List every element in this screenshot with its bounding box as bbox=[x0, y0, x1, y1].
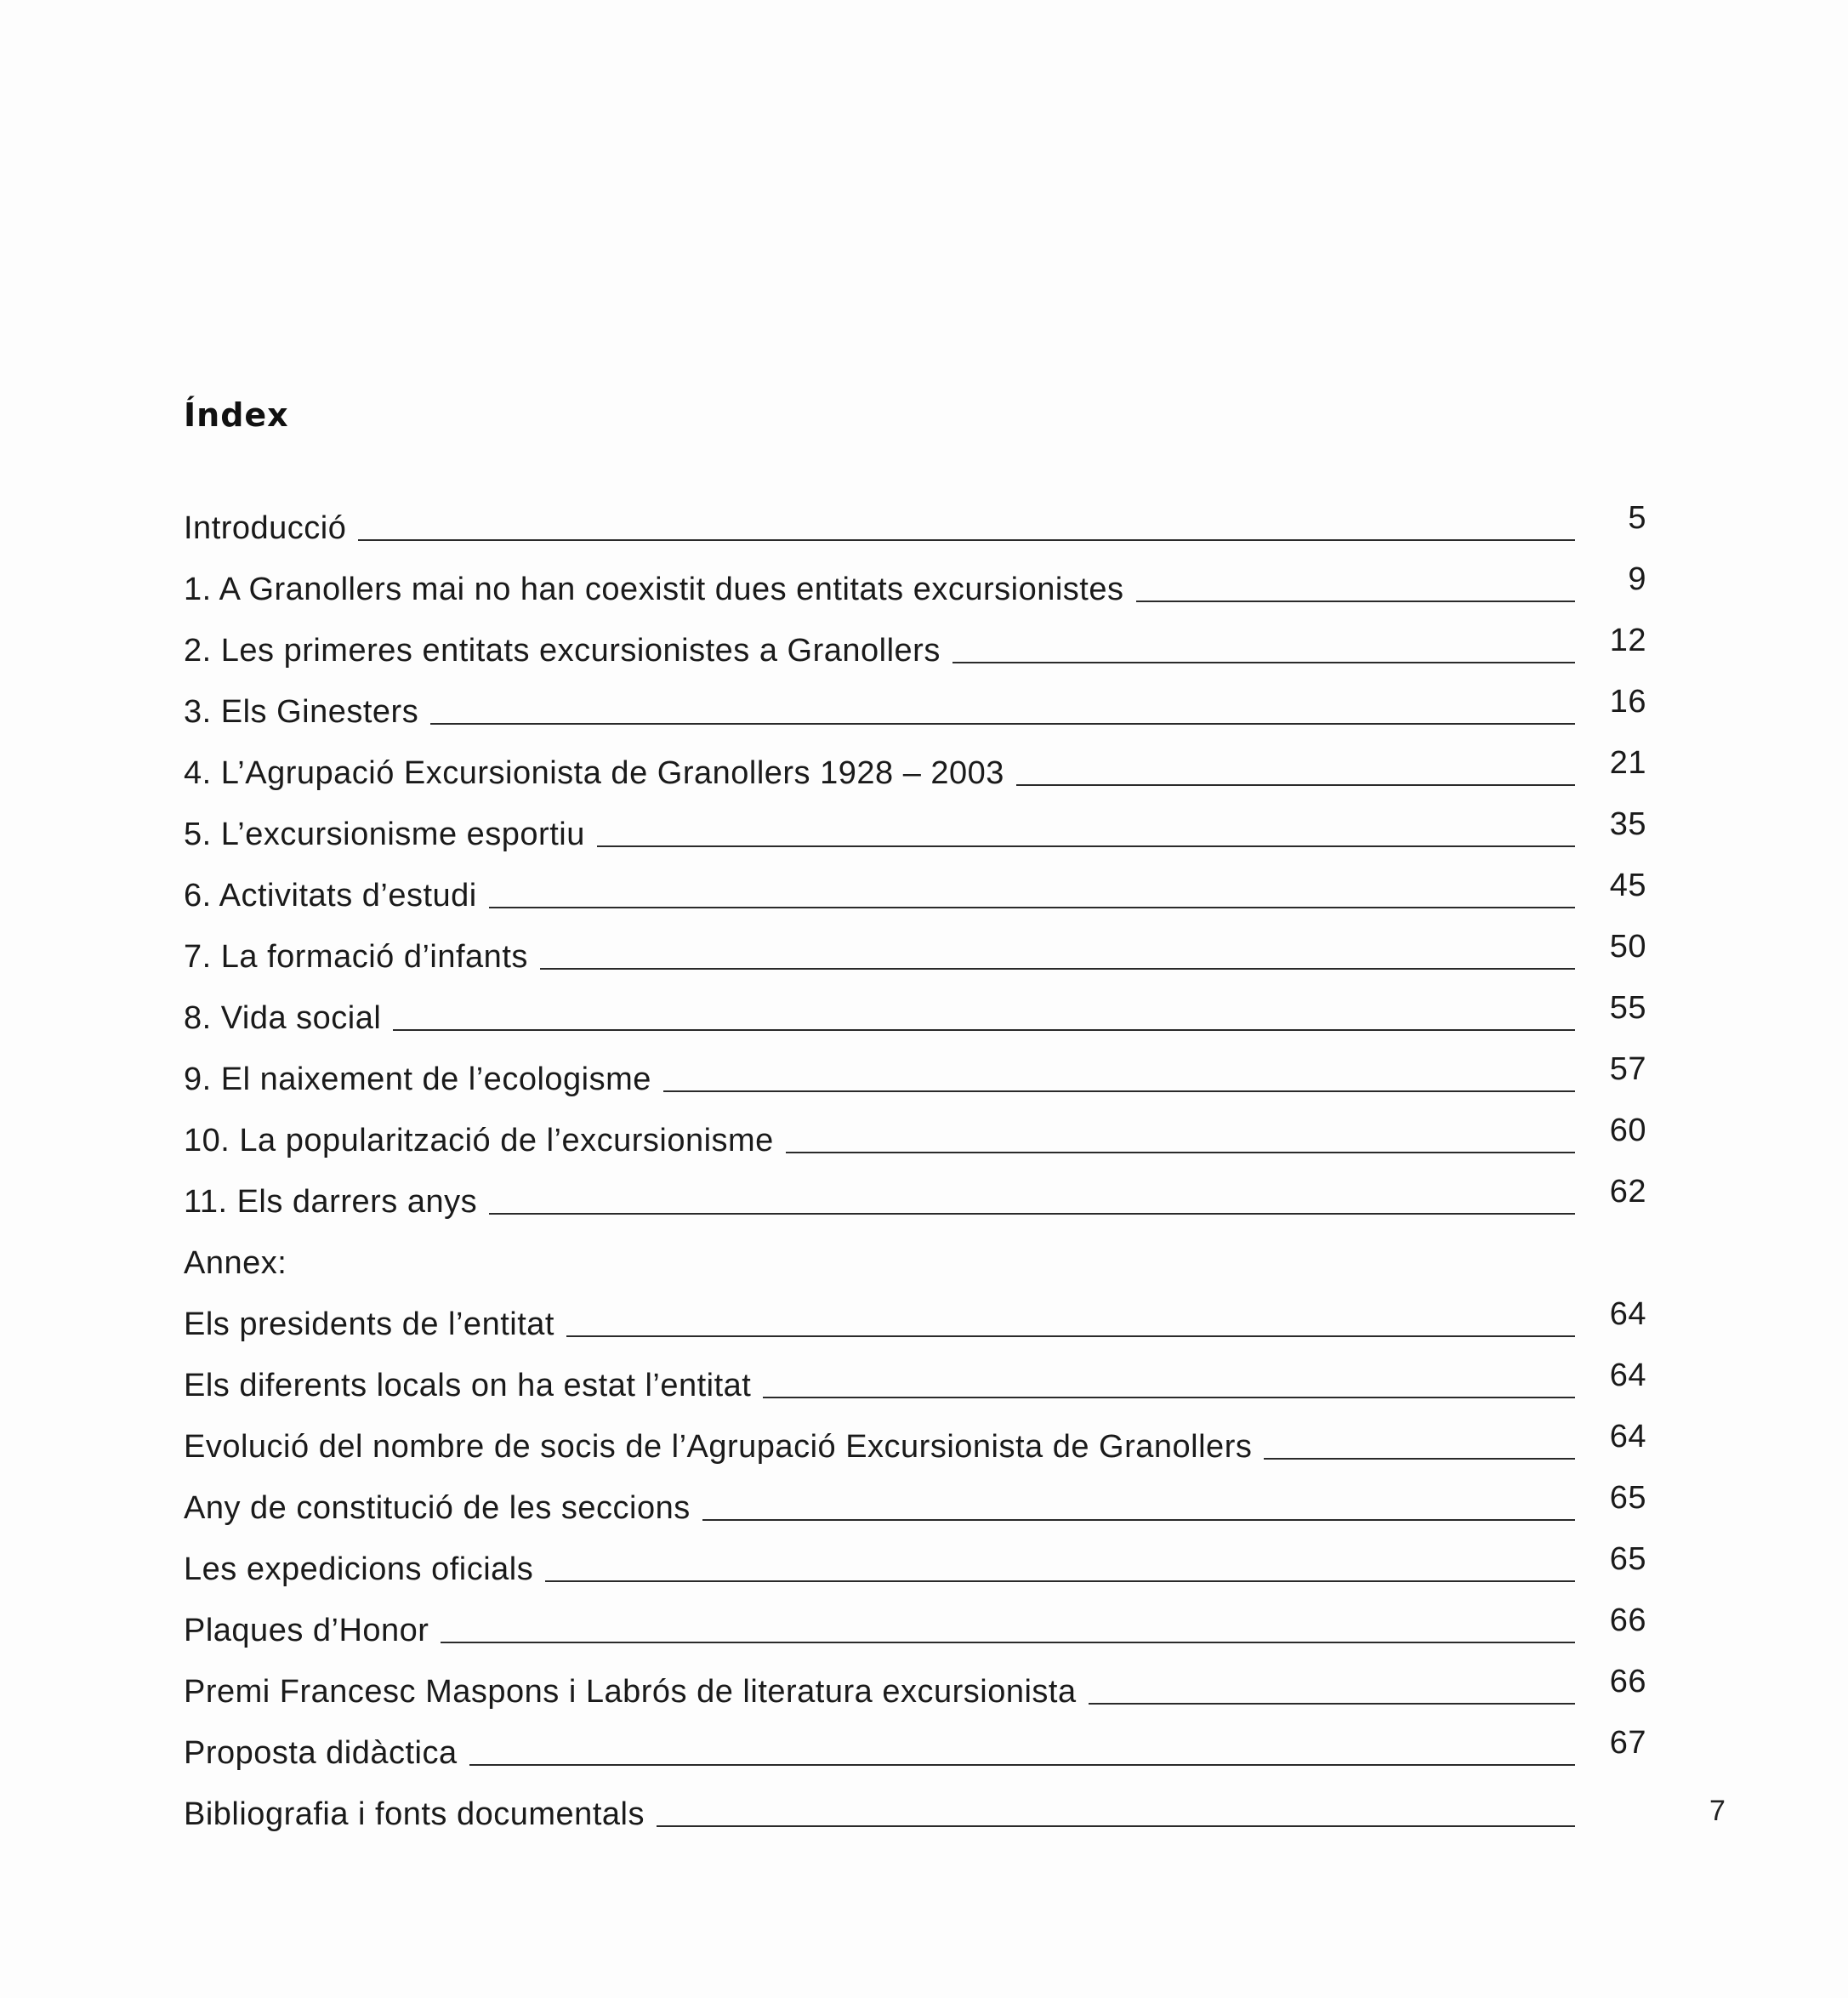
toc-entry bbox=[184, 1475, 1646, 1536]
toc-entry-title: 11. Els darrers anys bbox=[184, 1184, 478, 1220]
toc-entry-page: 65 bbox=[1609, 1480, 1646, 1516]
toc-entry bbox=[184, 1291, 1646, 1352]
toc-entry bbox=[184, 985, 1646, 1046]
toc-entry bbox=[184, 1597, 1646, 1659]
toc-leader-line bbox=[1089, 1703, 1575, 1705]
toc-entry-page: 12 bbox=[1609, 623, 1646, 658]
toc-entry-page: 50 bbox=[1609, 929, 1646, 965]
toc-leader-line bbox=[489, 1213, 1575, 1215]
toc-leader-line bbox=[763, 1397, 1575, 1398]
toc-entry bbox=[184, 1352, 1646, 1414]
toc-entry bbox=[184, 1107, 1646, 1169]
toc-entry-title: Els diferents locals on ha estat l’entitat bbox=[184, 1368, 752, 1403]
toc-entry-title: Evolució del nombre de socis de l’Agrupació Excursionista de Granollers bbox=[184, 1429, 1253, 1465]
toc-entry-page: 5 bbox=[1628, 500, 1646, 536]
toc-section-heading bbox=[184, 1230, 1646, 1291]
toc-leader-line bbox=[657, 1825, 1575, 1827]
toc-entry bbox=[184, 801, 1646, 862]
toc-entry-page: 35 bbox=[1609, 806, 1646, 842]
toc-leader-line bbox=[441, 1642, 1575, 1643]
toc-leader-line bbox=[545, 1580, 1575, 1582]
toc-leader-line bbox=[1264, 1458, 1575, 1460]
toc-entry bbox=[184, 1781, 1646, 1842]
toc-leader-line bbox=[393, 1029, 1575, 1031]
toc-entry bbox=[184, 1536, 1646, 1597]
toc-entry-title: Introducció bbox=[184, 510, 347, 546]
toc-entry bbox=[184, 740, 1646, 801]
toc-entry-title: 4. L’Agrupació Excursionista de Granollers 1928 – 2003 bbox=[184, 755, 1004, 791]
toc-entry-page: 64 bbox=[1609, 1419, 1646, 1454]
table-of-contents bbox=[184, 495, 1646, 1842]
toc-entry-page: 66 bbox=[1609, 1602, 1646, 1638]
toc-entry-page: 62 bbox=[1609, 1174, 1646, 1210]
toc-entry-title: 6. Activitats d’estudi bbox=[184, 878, 477, 914]
toc-entry-title: Plaques d’Honor bbox=[184, 1613, 429, 1648]
toc-entry bbox=[184, 1046, 1646, 1107]
toc-entry-title: 7. La formació d’infants bbox=[184, 939, 528, 975]
toc-leader-line bbox=[566, 1335, 1575, 1337]
toc-entry-page: 45 bbox=[1609, 868, 1646, 903]
toc-entry-title: Proposta didàctica bbox=[184, 1735, 458, 1771]
toc-entry bbox=[184, 924, 1646, 985]
toc-entry-title: Bibliografia i fonts documentals bbox=[184, 1796, 645, 1832]
toc-leader-line bbox=[786, 1152, 1575, 1153]
toc-entry-page: 55 bbox=[1609, 990, 1646, 1026]
toc-entry-page: 64 bbox=[1609, 1358, 1646, 1393]
toc-entry-page: 67 bbox=[1609, 1725, 1646, 1761]
toc-entry-title: Els presidents de l’entitat bbox=[184, 1306, 554, 1342]
toc-entry-page: 60 bbox=[1609, 1113, 1646, 1148]
page-number: 7 bbox=[1709, 1795, 1726, 1827]
toc-entry-title: 2. Les primeres entitats excursionistes a Granollers bbox=[184, 633, 941, 669]
toc-entry-title: Les expedicions oficials bbox=[184, 1551, 534, 1587]
toc-leader-line bbox=[952, 662, 1575, 663]
toc-entry-title: 3. Els Ginesters bbox=[184, 694, 419, 730]
toc-entry-page: 65 bbox=[1609, 1541, 1646, 1577]
toc-entry bbox=[184, 556, 1646, 618]
toc-entry-title: 9. El naixement de l’ecologisme bbox=[184, 1062, 651, 1097]
toc-leader-line bbox=[358, 539, 1575, 541]
toc-entry-title: Annex: bbox=[184, 1245, 287, 1281]
toc-entry-page: 64 bbox=[1609, 1296, 1646, 1332]
toc-entry-title: Premi Francesc Maspons i Labrós de literatura excursionista bbox=[184, 1674, 1077, 1710]
toc-entry-page: 66 bbox=[1609, 1664, 1646, 1699]
toc-entry bbox=[184, 862, 1646, 924]
toc-entry-title: 8. Vida social bbox=[184, 1000, 382, 1036]
toc-entry-title: Any de constitució de les seccions bbox=[184, 1490, 691, 1526]
toc-entry bbox=[184, 1414, 1646, 1475]
toc-leader-line bbox=[489, 907, 1575, 908]
toc-leader-line bbox=[469, 1764, 1575, 1766]
toc-entry-page: 57 bbox=[1609, 1051, 1646, 1087]
toc-entry bbox=[184, 679, 1646, 740]
toc-leader-line bbox=[430, 723, 1575, 725]
toc-leader-line bbox=[663, 1090, 1575, 1092]
toc-leader-line bbox=[1136, 601, 1576, 602]
toc-entry-page: 16 bbox=[1609, 684, 1646, 720]
toc-leader-line bbox=[597, 845, 1575, 847]
toc-entry bbox=[184, 495, 1646, 556]
toc-entry-page: 9 bbox=[1628, 561, 1646, 597]
toc-leader-line bbox=[702, 1519, 1575, 1521]
toc-entry bbox=[184, 1659, 1646, 1720]
toc-entry-title: 10. La popularització de l’excursionisme bbox=[184, 1123, 774, 1158]
toc-entry bbox=[184, 618, 1646, 679]
index-heading: Índex bbox=[184, 396, 289, 434]
toc-entry-page: 21 bbox=[1609, 745, 1646, 781]
toc-entry bbox=[184, 1169, 1646, 1230]
toc-entry bbox=[184, 1720, 1646, 1781]
toc-leader-line bbox=[1016, 784, 1575, 786]
toc-leader-line bbox=[540, 968, 1575, 970]
toc-entry-title: 5. L’excursionisme esportiu bbox=[184, 817, 585, 852]
toc-entry-title: 1. A Granollers mai no han coexistit dues entitats excursionistes bbox=[184, 572, 1124, 607]
